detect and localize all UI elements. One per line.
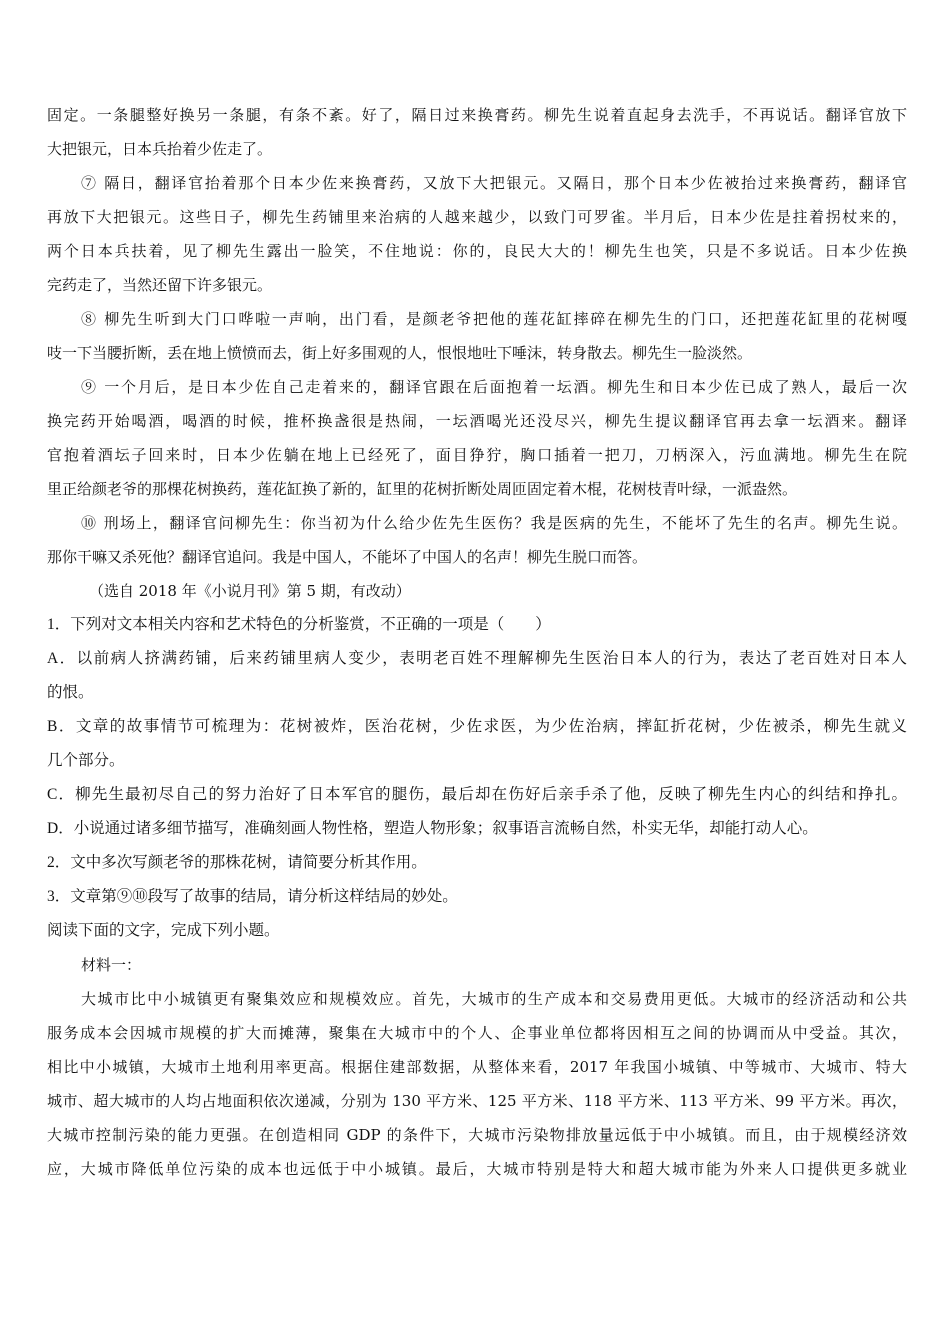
text-line-source: （选自 2018 年《小说月刊》第 5 期，有改动） — [89, 582, 411, 600]
text-line-read: 阅读下面的文字，完成下列小题。 — [47, 922, 280, 939]
text-line-p7-l1: ⑦ 隔日，翻译官抬着那个日本少佐来换膏药，又放下大把银元。又隔日，那个日本少佐被抬过来换膏药，翻译官 — [81, 174, 907, 192]
text-line-m1-l6: 应，大城市降低单位污染的成本也远低于中小城镇。最后，大城市特别是特大和超大城市能为外来人口提供更多就业 — [47, 1160, 907, 1178]
text-line-m1-l1: 大城市比中小城镇更有聚集效应和规模效应。首先，大城市的生产成本和交易费用更低。大城市的经济活动和公共 — [81, 990, 907, 1008]
text-line-m1-l4: 城市、超大城市的人均占地面积依次递减，分别为 130 平方米、125 平方米、118 平方米、113 平方米、99 平方米。再次， — [47, 1092, 907, 1110]
text-line-m1-title: 材料一： — [81, 956, 142, 974]
text-line-q1-d: D．小说通过诸多细节描写，准确刻画人物性格，塑造人物形象；叙事语言流畅自然，朴实无华，却能打动人心。 — [47, 820, 818, 837]
text-line-p9-l1: ⑨ 一个月后，是日本少佐自己走着来的，翻译官跟在后面抱着一坛酒。柳先生和日本少佐已成了熟人，最后一次 — [81, 378, 907, 396]
text-line-p7-l2: 再放下大把银元。这些日子，柳先生药铺里来治病的人越来越少，以致门可罗雀。半月后，日本少佐是拄着拐杖来的， — [47, 208, 907, 226]
text-line-p8-l1: ⑧ 柳先生听到大门口哗啦一声响，出门看，是颜老爷把他的莲花缸摔碎在柳先生的门口，还把莲花缸里的花树嘎 — [81, 310, 907, 328]
text-line-q1-a-l2: 的恨。 — [47, 684, 94, 701]
document-page — [47, 98, 907, 1186]
text-line-p10-l1: ⑩ 刑场上，翻译官问柳先生：你当初为什么给少佐先生医伤？我是医病的先生，不能坏了先生的名声。柳先生说。 — [81, 514, 907, 532]
text-line-q2: 2．文中多次写颜老爷的那株花树，请简要分析其作用。 — [47, 854, 427, 871]
text-line-p9-l2: 换完药开始喝酒，喝酒的时候，推杯换盏很是热闹，一坛酒喝光还没尽兴，柳先生提议翻译官再去拿一坛酒来。翻译 — [47, 412, 907, 430]
text-line-p8-l2: 吱一下当腰折断，丢在地上愤愤而去，街上好多围观的人，恨恨地吐下唾沫，转身散去。柳先生一脸淡然。 — [47, 344, 753, 362]
text-line-q1-a-l1: A．以前病人挤满药铺，后来药铺里病人变少，表明老百姓不理解柳先生医治日本人的行为，表达了老百姓对日本人 — [47, 650, 907, 667]
text-line-q1: 1．下列对文本相关内容和艺术特色的分析鉴赏，不正确的一项是（ ） — [47, 616, 551, 633]
text-line-p6-l2: 大把银元，日本兵抬着少佐走了。 — [47, 140, 273, 158]
text-line-m1-l5: 大城市控制污染的能力更强。在创造相同 GDP 的条件下，大城市污染物排放量远低于中小城镇。而且，由于规模经济效 — [47, 1126, 907, 1144]
text-line-m1-l3: 相比中小城镇，大城市土地利用率更高。根据住建部数据，从整体来看，2017 年我国小城镇、中等城市、大城市、特大 — [47, 1058, 907, 1076]
text-line-p6-l1: 固定。一条腿整好换另一条腿，有条不紊。好了，隔日过来换膏药。柳先生说着直起身去洗手，不再说话。翻译官放下 — [47, 106, 907, 124]
text-line-m1-l2: 服务成本会因城市规模的扩大而摊薄，聚集在大城市中的个人、企事业单位都将因相互之间的协调而从中受益。其次， — [47, 1024, 907, 1042]
text-line-q3: 3．文章第⑨⑩段写了故事的结局，请分析这样结局的妙处。 — [47, 888, 458, 905]
text-line-p7-l4: 完药走了，当然还留下许多银元。 — [47, 276, 273, 294]
text-line-p7-l3: 两个日本兵扶着，见了柳先生露出一脸笑，不住地说：你的，良民大大的！柳先生也笑，只是不多说话。日本少佐换 — [47, 242, 907, 260]
text-line-p9-l4: 里正给颜老爷的那棵花树换药，莲花缸换了新的，缸里的花树折断处周匝固定着木棍，花树枝青叶绿，一派盎然。 — [47, 480, 798, 498]
text-line-q1-b-l1: B．文章的故事情节可梳理为：花树被炸，医治花树，少佐求医，为少佐治病，摔缸折花树，少佐被杀，柳先生就义 — [47, 718, 907, 735]
text-line-q1-c: C．柳先生最初尽自己的努力治好了日本军官的腿伤，最后却在伤好后亲手杀了他，反映了柳先生内心的纠结和挣扎。 — [47, 786, 907, 803]
text-line-q1-b-l2: 几个部分。 — [47, 752, 125, 769]
text-line-p9-l3: 官抱着酒坛子回来时，日本少佐躺在地上已经死了，面目狰狞，胸口插着一把刀，刀柄深入，污血满地。柳先生在院 — [47, 446, 907, 464]
text-line-p10-l2: 那你干嘛又杀死他？翻译官追问。我是中国人，不能坏了中国人的名声！柳先生脱口而答。 — [47, 548, 648, 566]
